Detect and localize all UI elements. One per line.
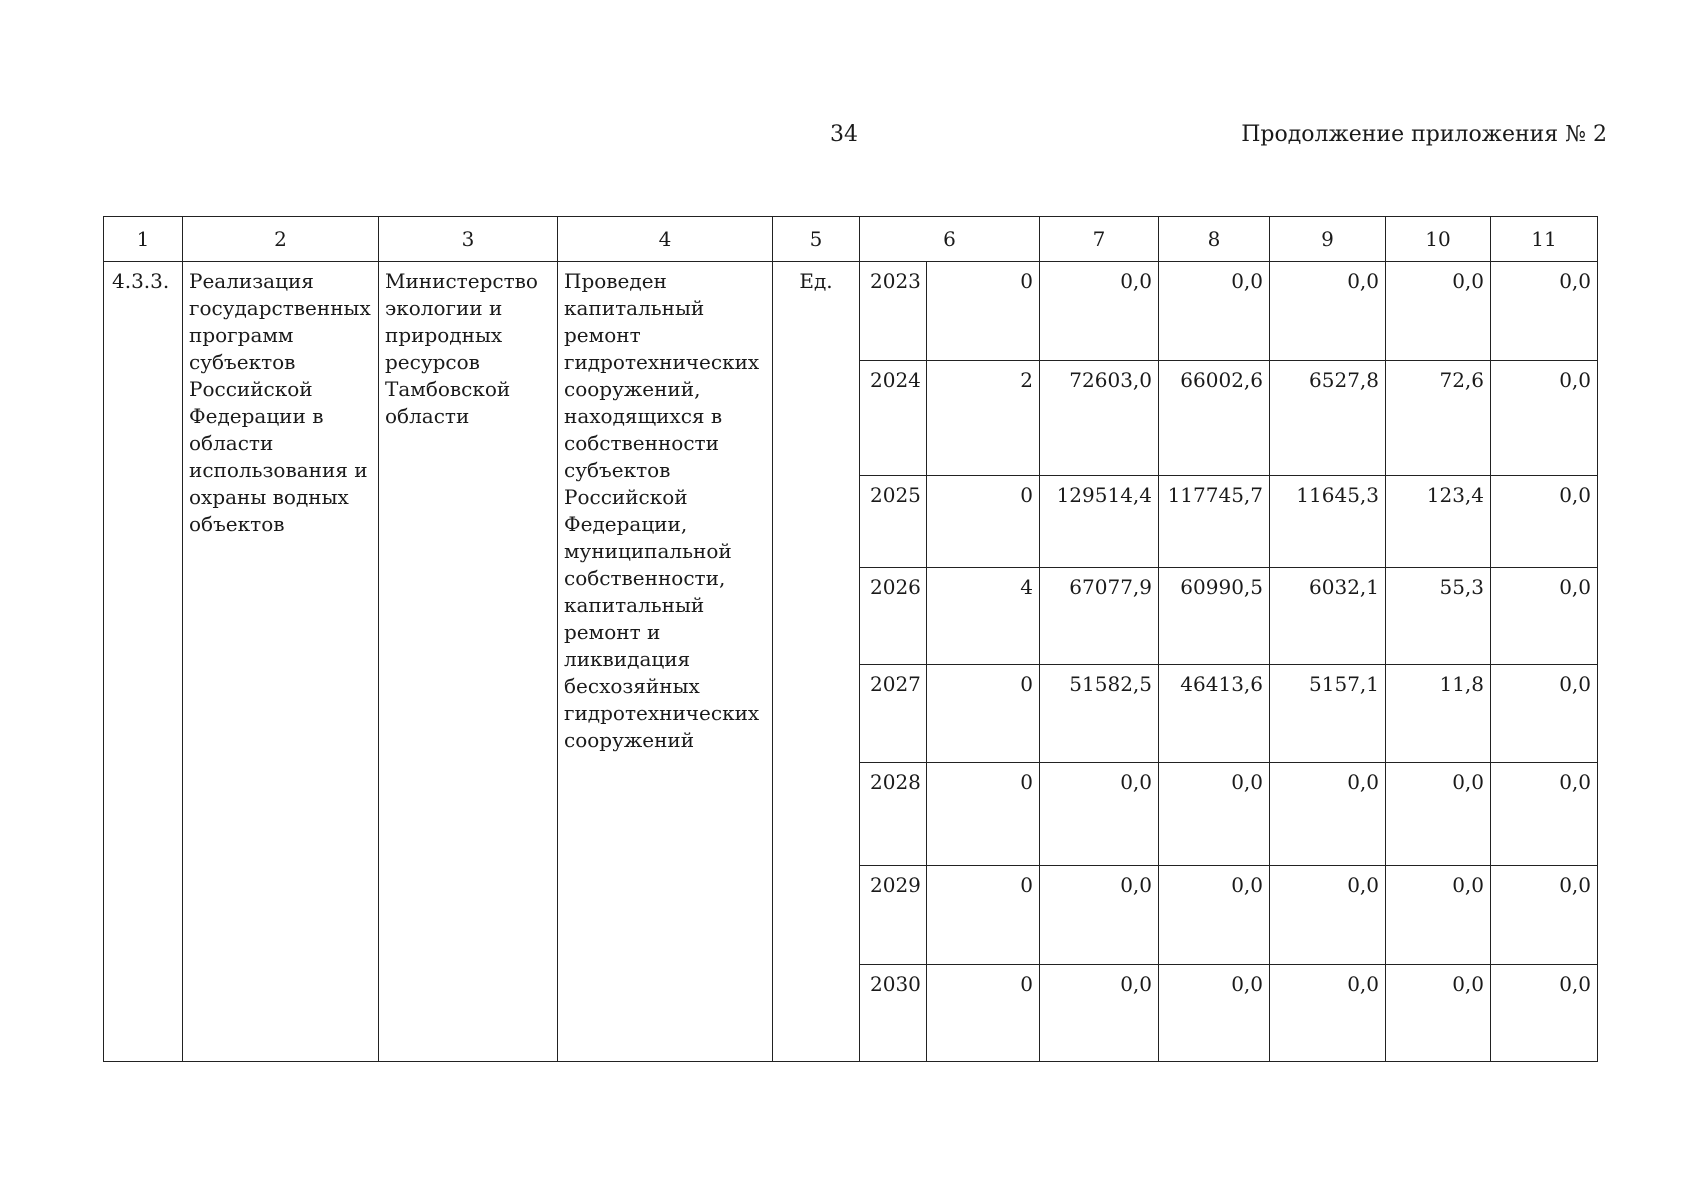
row-col10: 0,0	[1386, 866, 1491, 965]
row-col8: 0,0	[1159, 965, 1270, 1062]
row-indicator-value: 4	[927, 568, 1040, 665]
row-year: 2029	[860, 866, 927, 965]
row-col8: 0,0	[1159, 763, 1270, 866]
item-executor: Министерство экологии и природных ресурсов Тамбовской области	[379, 262, 558, 1062]
column-number: 10	[1386, 217, 1491, 262]
column-number: 8	[1159, 217, 1270, 262]
row-col8: 60990,5	[1159, 568, 1270, 665]
row-col9: 0,0	[1270, 262, 1386, 361]
row-col11: 0,0	[1491, 361, 1598, 476]
row-year: 2023	[860, 262, 927, 361]
item-result: Проведен капитальный ремонт гидротехнических сооружений, находящихся в собственности субъектов Российской Федерации, муниципальной собственности, капитальный ремонт и ликвидация бесхозяйных гидротехнических сооружений	[558, 262, 773, 1062]
row-col7: 129514,4	[1040, 476, 1159, 568]
row-col8: 46413,6	[1159, 665, 1270, 763]
row-col7: 72603,0	[1040, 361, 1159, 476]
row-col8: 0,0	[1159, 866, 1270, 965]
row-col7: 0,0	[1040, 763, 1159, 866]
row-col11: 0,0	[1491, 476, 1598, 568]
appendix-continuation-label: Продолжение приложения № 2	[1241, 122, 1607, 147]
row-col7: 0,0	[1040, 866, 1159, 965]
row-col9: 0,0	[1270, 866, 1386, 965]
row-col7: 51582,5	[1040, 665, 1159, 763]
row-col9: 0,0	[1270, 965, 1386, 1062]
row-col10: 0,0	[1386, 262, 1491, 361]
row-col9: 6032,1	[1270, 568, 1386, 665]
row-col9: 6527,8	[1270, 361, 1386, 476]
row-col11: 0,0	[1491, 866, 1598, 965]
row-col7: 0,0	[1040, 965, 1159, 1062]
row-col11: 0,0	[1491, 568, 1598, 665]
row-indicator-value: 0	[927, 262, 1040, 361]
column-number: 2	[183, 217, 379, 262]
column-number-row	[104, 217, 1598, 262]
row-col10: 123,4	[1386, 476, 1491, 568]
row-col9: 5157,1	[1270, 665, 1386, 763]
column-number: 5	[773, 217, 860, 262]
column-number: 4	[558, 217, 773, 262]
row-indicator-value: 0	[927, 866, 1040, 965]
row-col11: 0,0	[1491, 763, 1598, 866]
item-code: 4.3.3.	[104, 262, 183, 1062]
column-number: 1	[104, 217, 183, 262]
row-indicator-value: 0	[927, 763, 1040, 866]
row-col8: 66002,6	[1159, 361, 1270, 476]
row-col10: 0,0	[1386, 763, 1491, 866]
item-unit: Ед.	[773, 262, 860, 1062]
row-col9: 0,0	[1270, 763, 1386, 866]
column-number: 7	[1040, 217, 1159, 262]
item-name: Реализация государственных программ субъектов Российской Федерации в области использования и охраны водных объектов	[183, 262, 379, 1062]
row-indicator-value: 2	[927, 361, 1040, 476]
appendix-table	[103, 216, 1598, 1062]
row-year: 2030	[860, 965, 927, 1062]
row-col10: 11,8	[1386, 665, 1491, 763]
row-year: 2027	[860, 665, 927, 763]
page-number: 34	[830, 122, 858, 147]
row-col7: 67077,9	[1040, 568, 1159, 665]
row-year: 2028	[860, 763, 927, 866]
row-indicator-value: 0	[927, 476, 1040, 568]
column-number: 9	[1270, 217, 1386, 262]
row-year: 2025	[860, 476, 927, 568]
row-col10: 55,3	[1386, 568, 1491, 665]
row-year: 2026	[860, 568, 927, 665]
table-row	[104, 262, 1598, 361]
row-col11: 0,0	[1491, 665, 1598, 763]
row-col11: 0,0	[1491, 262, 1598, 361]
row-col11: 0,0	[1491, 965, 1598, 1062]
row-indicator-value: 0	[927, 965, 1040, 1062]
row-col8: 117745,7	[1159, 476, 1270, 568]
row-col10: 72,6	[1386, 361, 1491, 476]
row-col9: 11645,3	[1270, 476, 1386, 568]
row-col8: 0,0	[1159, 262, 1270, 361]
column-number: 11	[1491, 217, 1598, 262]
row-col7: 0,0	[1040, 262, 1159, 361]
column-number: 3	[379, 217, 558, 262]
column-number: 6	[860, 217, 1040, 262]
row-indicator-value: 0	[927, 665, 1040, 763]
row-year: 2024	[860, 361, 927, 476]
row-col10: 0,0	[1386, 965, 1491, 1062]
